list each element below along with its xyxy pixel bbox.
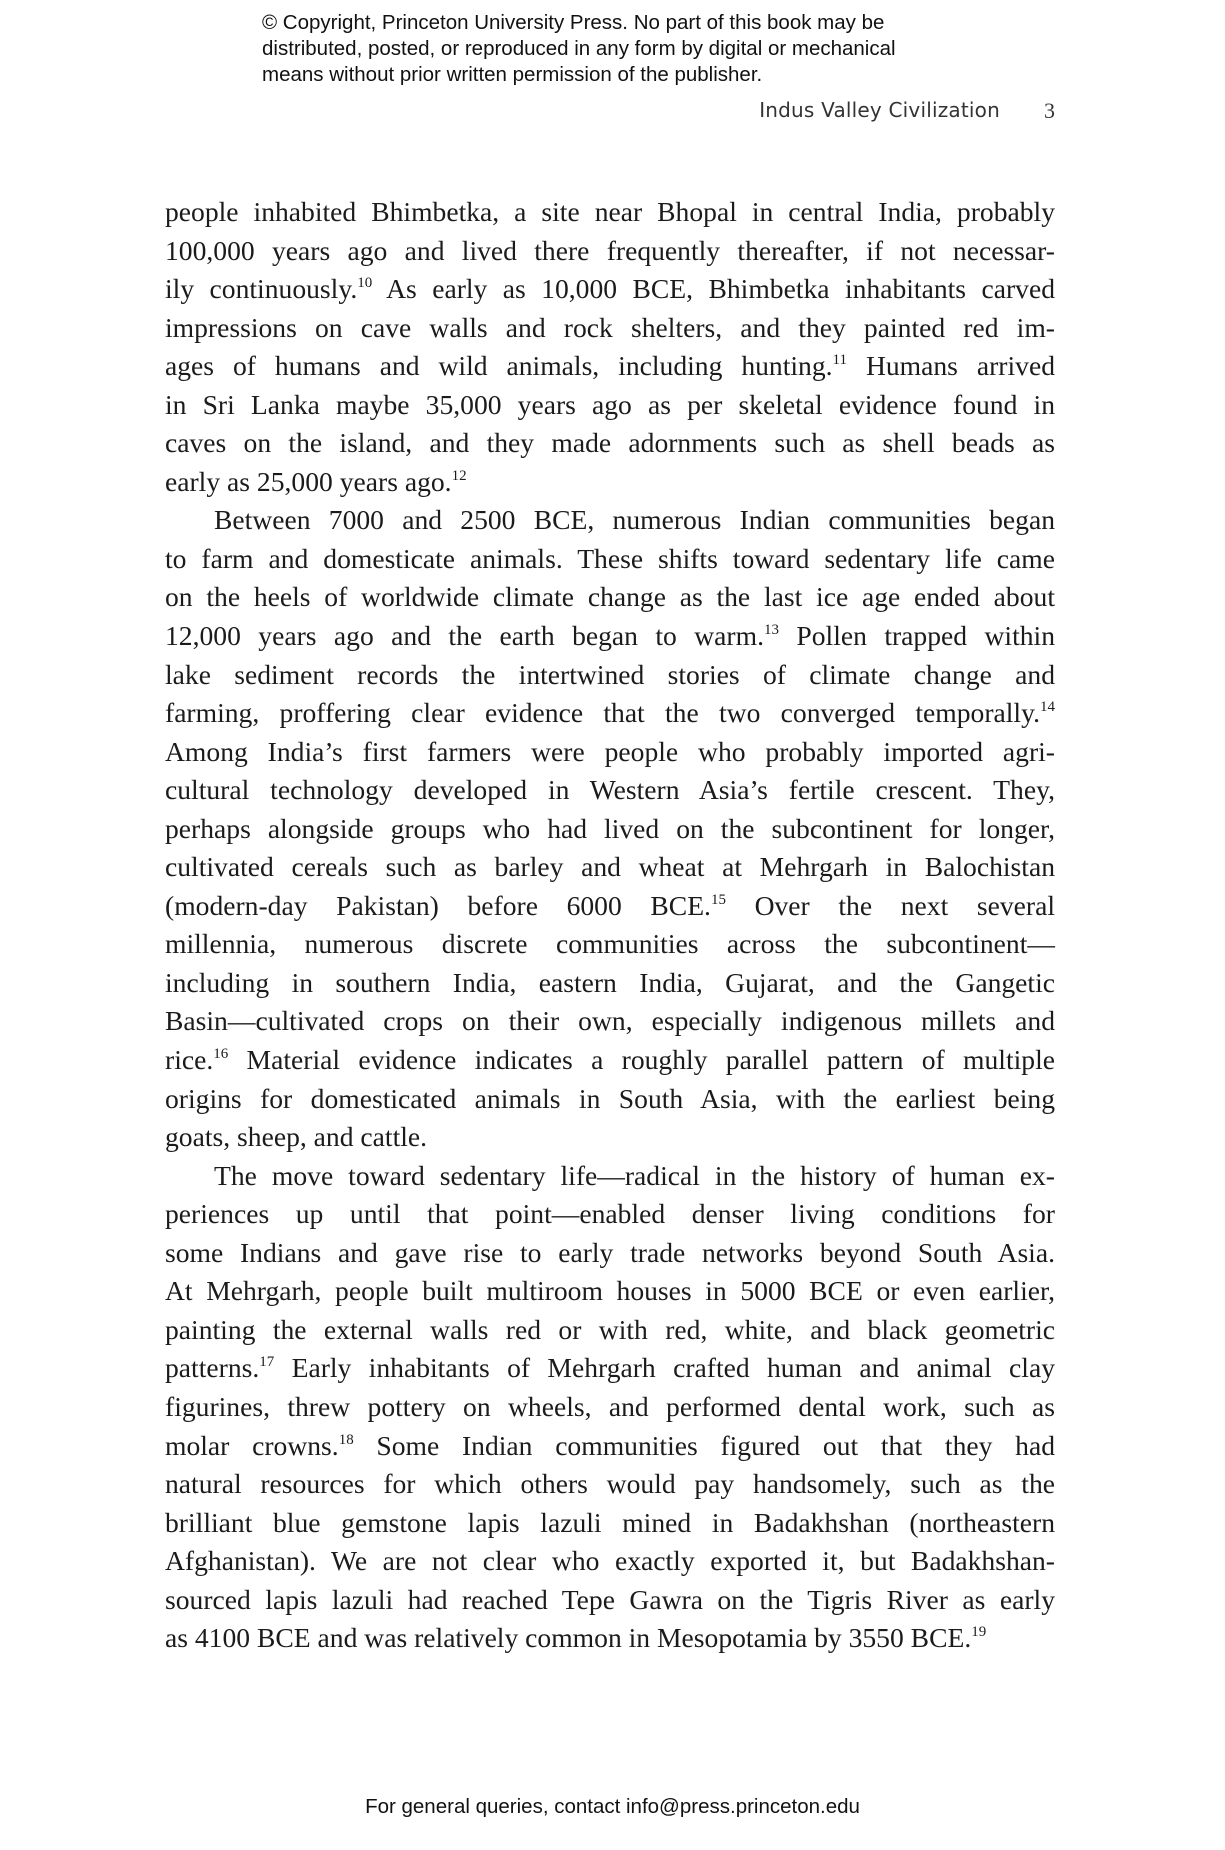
text-segment: brilliant blue gemstone lapis lazuli mined in Badakhshan (northeastern	[165, 1506, 1055, 1538]
text-line	[165, 964, 1055, 1003]
footnote-marker[interactable]: 11	[832, 352, 847, 369]
copyright-line: © Copyright, Princeton University Press. No part of this book may be	[262, 11, 885, 34]
text-line	[165, 501, 1055, 540]
text-line	[165, 617, 1055, 656]
text-line	[165, 232, 1055, 271]
text-segment: Early inhabitants of Mehrgarh crafted human and animal clay	[274, 1352, 1055, 1384]
footnote-marker[interactable]: 14	[1040, 699, 1055, 716]
text-segment: millennia, numerous discrete communities across the subcontinent—	[165, 928, 1055, 960]
text-line	[165, 656, 1055, 695]
text-line	[165, 1002, 1055, 1041]
text-line	[165, 1195, 1055, 1234]
text-segment: in Sri Lanka maybe 35,000 years ago as per skeletal evidence found in	[165, 388, 1055, 420]
footnote-marker[interactable]: 18	[338, 1431, 354, 1448]
text-segment: Between 7000 and 2500 BCE, numerous Indian communities began	[214, 504, 1055, 536]
text-line	[165, 771, 1055, 810]
text-segment: At Mehrgarh, people built multiroom houses in 5000 BCE or even earlier,	[165, 1275, 1055, 1307]
text-segment: lake sediment records the intertwined stories of climate change and	[165, 658, 1055, 690]
text-line	[165, 1504, 1055, 1543]
text-segment: ages of humans and wild animals, including hunting.	[165, 350, 833, 382]
text-line	[165, 733, 1055, 772]
text-segment: cultural technology developed in Western Asia’s fertile crescent. They,	[165, 774, 1055, 806]
text-segment: rice.	[165, 1044, 214, 1076]
text-segment: Pollen trapped within	[778, 620, 1055, 652]
page-number: 3	[1044, 98, 1055, 123]
text-line	[165, 1542, 1055, 1581]
text-segment: impressions on cave walls and rock shelters, and they painted red im-	[165, 311, 1055, 343]
footnote-marker[interactable]: 12	[451, 467, 467, 484]
text-line	[165, 1427, 1055, 1466]
text-segment: (modern-day Pakistan) before 6000 BCE.	[165, 889, 711, 921]
text-segment: caves on the island, and they made adornments such as shell beads as	[165, 427, 1055, 459]
text-segment: periences up until that point—enabled denser living conditions for	[165, 1198, 1055, 1230]
text-line	[165, 1041, 1055, 1080]
text-line	[165, 1157, 1055, 1196]
footnote-marker[interactable]: 17	[259, 1354, 275, 1371]
text-segment: origins for domesticated animals in South Asia, with the earliest being	[165, 1082, 1055, 1114]
running-title: Indus Valley Civilization	[759, 98, 1000, 122]
footnote-marker[interactable]: 19	[971, 1624, 987, 1641]
footer-contact: For general queries, contact info@press.princeton.edu	[365, 1795, 860, 1818]
text-segment: cultivated cereals such as barley and wheat at Mehrgarh in Balochistan	[165, 851, 1055, 883]
text-segment: painting the external walls red or with red, white, and black geometric	[165, 1313, 1055, 1345]
text-line	[165, 540, 1055, 579]
copyright-notice	[262, 10, 1022, 88]
running-head	[0, 98, 1225, 128]
text-line	[165, 810, 1055, 849]
text-line	[165, 386, 1055, 425]
text-line	[165, 1349, 1055, 1388]
text-line	[165, 578, 1055, 617]
text-segment: Some Indian communities figured out that they had	[353, 1429, 1055, 1461]
text-line	[165, 1272, 1055, 1311]
text-segment: including in southern India, eastern India, Gujarat, and the Gangetic	[165, 966, 1055, 998]
text-segment: The move toward sedentary life—radical in the history of human ex-	[214, 1159, 1055, 1191]
text-segment: Over the next several	[725, 889, 1055, 921]
text-segment: ily continuously.	[165, 273, 358, 305]
text-segment: Basin—cultivated crops on their own, especially indigenous millets and	[165, 1005, 1055, 1037]
footnote-marker[interactable]: 16	[213, 1046, 229, 1063]
text-line	[165, 347, 1055, 386]
copyright-line: means without prior written permission of the publisher.	[262, 63, 763, 86]
text-segment: patterns.	[165, 1352, 260, 1384]
text-segment: molar crowns.	[165, 1429, 339, 1461]
text-line	[165, 424, 1055, 463]
text-segment: 12,000 years ago and the earth began to warm.	[165, 620, 764, 652]
text-segment: Humans arrived	[847, 350, 1055, 382]
text-line	[165, 270, 1055, 309]
text-line	[165, 1619, 1055, 1658]
text-line	[165, 848, 1055, 887]
text-line	[165, 1581, 1055, 1620]
footnote-marker[interactable]: 13	[763, 622, 779, 639]
copyright-line: distributed, posted, or reproduced in any form by digital or mechanical	[262, 37, 896, 60]
text-segment: perhaps alongside groups who had lived on the subcontinent for longer,	[165, 812, 1055, 844]
text-segment: to farm and domesticate animals. These shifts toward sedentary life came	[165, 542, 1055, 574]
text-line	[165, 1388, 1055, 1427]
text-segment: as 4100 BCE and was relatively common in Mesopotamia by 3550 BCE.	[165, 1622, 972, 1654]
text-segment: Among India’s first farmers were people who probably imported agri-	[165, 735, 1055, 767]
body-text	[165, 193, 1055, 1658]
text-segment: natural resources for which others would pay handsomely, such as the	[165, 1468, 1055, 1500]
text-line	[165, 193, 1055, 232]
text-segment: some Indians and gave rise to early trade networks beyond South Asia.	[165, 1236, 1055, 1268]
text-segment: Material evidence indicates a roughly parallel pattern of multiple	[228, 1044, 1055, 1076]
text-line	[165, 1080, 1055, 1119]
text-line	[165, 309, 1055, 348]
footnote-marker[interactable]: 15	[710, 891, 726, 908]
text-segment: As early as 10,000 BCE, Bhimbetka inhabitants carved	[372, 273, 1055, 305]
text-line	[165, 925, 1055, 964]
text-line	[165, 1234, 1055, 1273]
text-segment: 100,000 years ago and lived there frequently thereafter, if not necessar-	[165, 234, 1055, 266]
text-segment: farming, proffering clear evidence that the two converged temporally.	[165, 697, 1040, 729]
text-segment: figurines, threw pottery on wheels, and performed dental work, such as	[165, 1390, 1055, 1422]
text-line	[165, 694, 1055, 733]
text-segment: sourced lapis lazuli had reached Tepe Gawra on the Tigris River as early	[165, 1583, 1055, 1615]
text-segment: goats, sheep, and cattle.	[165, 1121, 428, 1153]
text-line	[165, 887, 1055, 926]
text-line	[165, 1118, 1055, 1157]
text-segment: early as 25,000 years ago.	[165, 465, 452, 497]
text-line	[165, 463, 1055, 502]
footnote-marker[interactable]: 10	[357, 275, 373, 292]
text-line	[165, 1465, 1055, 1504]
text-segment: on the heels of worldwide climate change as the last ice age ended about	[165, 581, 1055, 613]
text-segment: Afghanistan). We are not clear who exactly exported it, but Badakhshan-	[165, 1545, 1055, 1577]
text-segment: people inhabited Bhimbetka, a site near Bhopal in central India, probably	[165, 196, 1055, 227]
text-line	[165, 1311, 1055, 1350]
